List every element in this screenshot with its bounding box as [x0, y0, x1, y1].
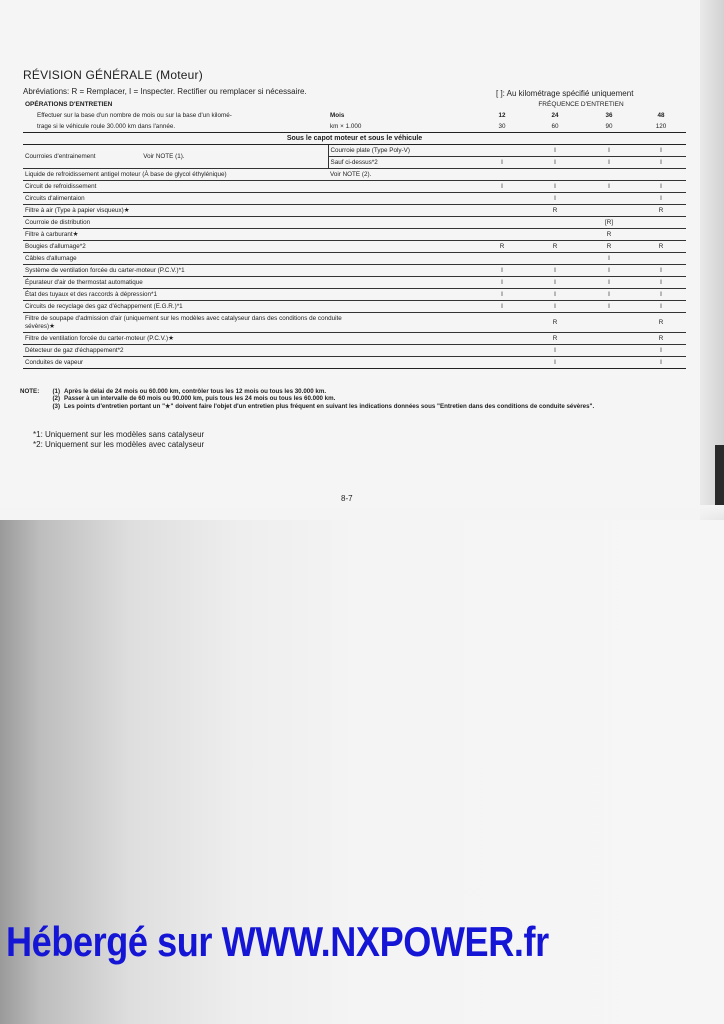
item-label: État des tuyaux et des raccords à dépression*1 [23, 289, 328, 301]
value-cell [476, 357, 528, 369]
value-cell: I [636, 157, 686, 169]
value-cell: R [528, 333, 582, 345]
page-title: RÉVISION GÉNÉRALE (Moteur) [23, 68, 203, 82]
value-cell: I [528, 157, 582, 169]
value-cell [528, 169, 582, 181]
section-header: Sous le capot moteur et sous le véhicule [23, 133, 686, 145]
value-cell [476, 217, 528, 229]
value-cell: R [582, 229, 636, 241]
value-cell: I [476, 301, 528, 313]
value-cell: I [476, 265, 528, 277]
item-sub [328, 277, 476, 289]
km-label: km × 1.000 [328, 121, 476, 133]
value-cell: I [582, 157, 636, 169]
value-cell: I [582, 265, 636, 277]
item-sub [328, 217, 476, 229]
value-cell: I [476, 289, 528, 301]
maintenance-schedule-table [23, 99, 686, 369]
value-cell: R [636, 241, 686, 253]
value-cell: I [636, 277, 686, 289]
value-cell: I [528, 181, 582, 193]
value-cell [636, 217, 686, 229]
belt-polyv-label: Courroie plate (Type Poly-V) [328, 145, 476, 157]
page-tab-mark [715, 445, 724, 505]
value-cell: I [528, 345, 582, 357]
belts-note: Voir NOTE (1). [143, 152, 185, 160]
pcv-filter-label: Filtre de ventilation forcée du carter-moteur (P.C.V.)★ [23, 333, 476, 345]
value-cell [528, 229, 582, 241]
item-label: Circuit de refroidissement [23, 181, 328, 193]
km-120: 120 [636, 121, 686, 133]
value-cell [476, 345, 528, 357]
value-cell [476, 145, 528, 157]
item-sub [328, 229, 476, 241]
value-cell: I [528, 357, 582, 369]
month-12: 12 [498, 111, 506, 119]
value-cell [636, 253, 686, 265]
value-cell: R [636, 333, 686, 345]
belt-other-label: Sauf ci-dessus*2 [328, 157, 476, 169]
value-cell: I [636, 357, 686, 369]
value-cell: R [476, 241, 528, 253]
item-label: Câbles d'allumage [23, 253, 328, 265]
abbreviations-line: Abréviations: R = Remplacer, I = Inspecter. Rectifier ou remplacer si nécessaire. [23, 87, 307, 96]
value-cell: [R] [582, 217, 636, 229]
km-60: 60 [528, 121, 582, 133]
value-cell: I [528, 193, 582, 205]
exhaust-sensor-label: Détecteur de gaz d'échappement*2 [23, 345, 476, 357]
value-cell: I [636, 345, 686, 357]
item-label: Filtre à air (Type à papier visqueux)★ [23, 205, 328, 217]
item-label: Courroie de distribution [23, 217, 328, 229]
operations-header: OPÉRATIONS D'ENTRETIEN [25, 100, 113, 108]
item-sub [328, 193, 476, 205]
value-cell: I [636, 301, 686, 313]
page-number: 8-7 [341, 494, 353, 503]
note-number: (3) [52, 402, 60, 410]
value-cell: I [582, 253, 636, 265]
note-3: Les points d'entretien portant un "★" doivent faire l'objet d'un entretien plus fréquent en suivant les indications données sous "Entretien dans des conditions de conduite sévères". [64, 402, 595, 410]
value-cell [476, 253, 528, 265]
value-cell: I [528, 265, 582, 277]
km-90: 90 [582, 121, 636, 133]
value-cell [582, 205, 636, 217]
value-cell [582, 345, 636, 357]
value-cell: R [528, 241, 582, 253]
value-cell: I [582, 289, 636, 301]
value-cell [476, 193, 528, 205]
item-label: Épurateur d'air de thermostat automatique [23, 277, 328, 289]
note-2: Passer à un intervalle de 60 mois ou 90.000 km, puis tous les 24 mois ou tous les 60.000 km. [64, 395, 336, 403]
item-label: Filtre à carburant★ [23, 229, 328, 241]
item-sub [328, 301, 476, 313]
item-sub [328, 205, 476, 217]
value-cell [582, 313, 636, 333]
hosting-watermark: Hébergé sur WWW.NXPOWER.fr [6, 918, 549, 965]
note-number: (2) [52, 395, 60, 403]
value-cell: R [582, 241, 636, 253]
footnote-1: *1: Uniquement sur les modèles sans catalyseur [33, 430, 205, 439]
instruction-line-2: trage si le véhicule roule 30.000 km dans l'année. [23, 121, 328, 133]
value-cell: R [528, 205, 582, 217]
intake-filter-label-1: Filtre de soupape d'admission d'air (uniquement sur les modèles avec catalyseur dans des conditions de conduite [25, 314, 342, 322]
intake-filter-row [23, 313, 476, 333]
value-cell [582, 333, 636, 345]
vapor-lines-label: Conduites de vapeur [23, 357, 476, 369]
value-cell: R [528, 313, 582, 333]
item-label: Circuits d'alimentaion [23, 193, 328, 205]
note-1: Après le délai de 24 mois ou 60.000 km, contrôler tous les 12 mois ou tous les 30.000 km. [64, 388, 327, 395]
item-sub [328, 181, 476, 193]
note-lead: NOTE: [20, 388, 40, 395]
value-cell [582, 357, 636, 369]
value-cell: R [636, 205, 686, 217]
item-label: Système de ventilation forcée du carter-moteur (P.C.V.)*1 [23, 265, 328, 277]
value-cell: I [582, 277, 636, 289]
value-cell: I [476, 157, 528, 169]
bracket-note: [ ]: Au kilométrage spécifié uniquement [496, 89, 634, 98]
mois-label: Mois [330, 111, 345, 119]
month-24: 24 [551, 111, 559, 119]
value-cell [476, 229, 528, 241]
value-cell [476, 313, 528, 333]
item-sub [328, 253, 476, 265]
value-cell: I [636, 193, 686, 205]
item-label: Bougies d'allumage*2 [23, 241, 328, 253]
value-cell [582, 169, 636, 181]
frequency-header: FRÉQUENCE D'ENTRETIEN [538, 100, 624, 108]
belts-label: Courroies d'entrainement [25, 152, 96, 160]
value-cell: I [528, 301, 582, 313]
value-cell [636, 169, 686, 181]
item-sub: Voir NOTE (2). [328, 169, 476, 181]
value-cell [476, 333, 528, 345]
value-cell: I [582, 145, 636, 157]
belts-row [23, 145, 328, 169]
value-cell: I [476, 277, 528, 289]
note-number: (1) [52, 388, 60, 395]
value-cell: I [636, 289, 686, 301]
intake-filter-label-2: sévères)★ [25, 322, 55, 330]
value-cell: I [636, 265, 686, 277]
value-cell [582, 193, 636, 205]
value-cell: I [528, 289, 582, 301]
footnote-2: *2: Uniquement sur les modèles avec catalyseur [33, 440, 205, 449]
km-30: 30 [476, 121, 528, 133]
item-sub [328, 241, 476, 253]
value-cell: I [636, 145, 686, 157]
month-36: 36 [605, 111, 613, 119]
value-cell: I [528, 145, 582, 157]
item-sub [328, 289, 476, 301]
notes-block [20, 388, 685, 410]
value-cell [636, 229, 686, 241]
instruction-line-1: Effectuer sur la base d'un nombre de mois ou sur la base d'un kilomé- [37, 111, 232, 119]
item-label: Circuits de recyclage des gaz d'échappement (E.G.R.)*1 [23, 301, 328, 313]
value-cell [528, 217, 582, 229]
value-cell: R [636, 313, 686, 333]
month-48: 48 [657, 111, 665, 119]
value-cell: I [476, 181, 528, 193]
value-cell: I [582, 181, 636, 193]
value-cell: I [582, 301, 636, 313]
item-label: Liquide de refroidissement antigel moteur (À base de glycol éthylénique) [23, 169, 328, 181]
value-cell: I [636, 181, 686, 193]
value-cell [528, 253, 582, 265]
item-sub [328, 265, 476, 277]
value-cell [476, 169, 528, 181]
value-cell: I [528, 277, 582, 289]
value-cell [476, 205, 528, 217]
